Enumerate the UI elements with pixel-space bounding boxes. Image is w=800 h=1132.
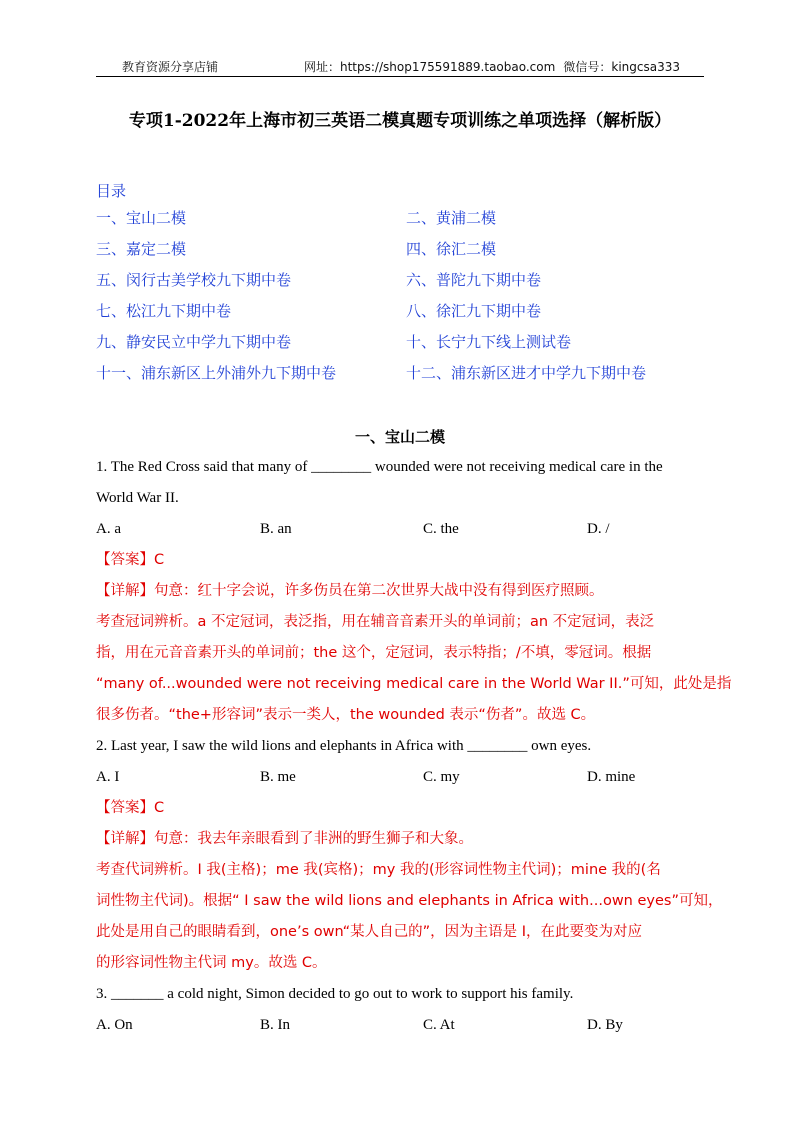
explanation-line: 很多伤者。“the+形容词”表示一类人，the wounded 表示“伤者”。故选 C。 <box>96 707 596 723</box>
toc-link[interactable]: 三、嘉定二模 <box>96 240 187 258</box>
question-text: 2. Last year, I saw the wild lions and elephants in Africa with ________ own eyes. <box>96 738 592 754</box>
question-options <box>96 1010 706 1041</box>
explanation-line: 的形容词性物主代词 my。故选 C。 <box>96 955 327 971</box>
toc-link[interactable]: 二、黄浦二模 <box>406 209 497 227</box>
toc-link[interactable]: 七、松江九下期中卷 <box>96 302 232 320</box>
question-text: 3. _______ a cold night, Simon decided to go out to work to support his family. <box>96 986 574 1002</box>
toc-link[interactable]: 十、长宁九下线上测试卷 <box>406 333 572 351</box>
section-title: 一、宝山二模 <box>354 428 445 446</box>
answer: 【答案】C <box>96 800 165 816</box>
option: B. In <box>260 1017 290 1033</box>
toc-link[interactable]: 五、闵行古美学校九下期中卷 <box>96 271 292 289</box>
toc-link[interactable]: 十二、浦东新区进才中学九下期中卷 <box>406 364 647 382</box>
explanation-line: 考查冠词辨析。a 不定冠词，表泛指，用在辅音音素开头的单词前；an 不定冠词，表泛 <box>96 614 655 630</box>
toc-link[interactable]: 四、徐汇二模 <box>406 240 497 258</box>
explanation-line: 指，用在元音音素开头的单词前；the 这个，定冠词，表示特指；/不填，零冠词。根据 <box>96 645 652 661</box>
header-url[interactable]: 网址：https://shop175591889.taobao.com <box>304 60 556 74</box>
explanation-line: 此处是用自己的眼睛看到，one’s own“某人自己的”，因为主语是 I，在此要变为对应 <box>96 924 643 940</box>
option: C. my <box>423 769 460 785</box>
page-header <box>96 56 704 77</box>
question-list <box>96 452 732 1041</box>
option: C. At <box>423 1017 455 1033</box>
question-options <box>96 514 706 545</box>
option: B. me <box>260 769 296 785</box>
explanation-line: 【详解】句意：我去年亲眼看到了非洲的野生狮子和大象。 <box>96 831 473 847</box>
explanation-line: 考查代词辨析。I 我(主格)；me 我(宾格)；my 我的(形容词性物主代词)；mine 我的(名 <box>96 862 661 878</box>
option: D. mine <box>587 769 636 785</box>
header-wechat: 微信号：kingcsa333 <box>563 60 680 74</box>
option: B. an <box>260 521 292 537</box>
option: D. By <box>587 1017 623 1033</box>
toc-link[interactable]: 六、普陀九下期中卷 <box>406 271 542 289</box>
toc-link[interactable]: 一、宝山二模 <box>96 209 187 227</box>
document-title: 专项1-2022年上海市初三英语二模真题专项训练之单项选择（解析版） <box>128 111 672 131</box>
table-of-contents <box>96 207 716 393</box>
option: D. / <box>587 521 610 537</box>
question-text: 1. The Red Cross said that many of ________ wounded were not receiving medical care in the <box>96 459 663 475</box>
option: C. the <box>423 521 459 537</box>
answer: 【答案】C <box>96 552 165 568</box>
explanation-line: 【详解】句意：红十字会说，许多伤员在第二次世界大战中没有得到医疗照顾。 <box>96 583 604 599</box>
question-options <box>96 762 706 793</box>
option: A. I <box>96 769 120 785</box>
option: A. a <box>96 521 121 537</box>
toc-heading: 目录 <box>96 182 127 200</box>
toc-link[interactable]: 十一、浦东新区上外浦外九下期中卷 <box>96 364 337 382</box>
question-text: World War II. <box>96 490 179 506</box>
explanation-line: “many of...wounded were not receiving medical care in the World War II.”可知，此处是指 <box>96 676 732 692</box>
header-shop-name: 教育资源分享店铺 <box>122 60 219 74</box>
explanation-line: 词性物主代词)。根据“ I saw the wild lions and elephants in Africa with...own eyes”可知， <box>96 893 723 909</box>
option: A. On <box>96 1017 133 1033</box>
toc-link[interactable]: 九、静安民立中学九下期中卷 <box>96 333 292 351</box>
toc-link[interactable]: 八、徐汇九下期中卷 <box>406 302 542 320</box>
